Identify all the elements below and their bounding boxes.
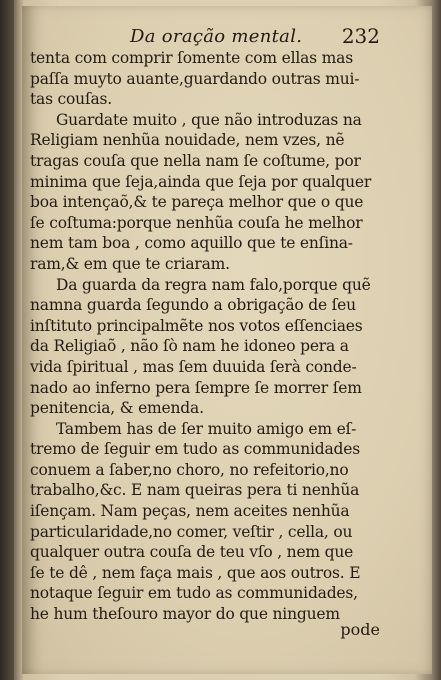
text-line: conuem a ſaber,no choro, no refeitorio,no xyxy=(30,460,349,479)
text-line: minima que ſeja,ainda que ſeja por qualquer xyxy=(30,172,372,191)
text-line: ram,& em que te criaram. xyxy=(30,254,230,273)
text-line: trabalho,&c. E nam queiras pera ti nenhũa xyxy=(30,481,360,500)
running-title: Da oração mental. xyxy=(130,26,303,47)
text-line: qualquer outra couſa de teu vſo , nem que xyxy=(30,543,354,562)
text-line: notaque ſeguir em tudo as communidades, xyxy=(30,584,358,603)
text-line: boa intençaõ,& te pareça melhor que o que xyxy=(30,193,364,212)
text-line: he hum theſouro mayor do que ninguem xyxy=(30,605,340,624)
text-line: nado ao inferno pera ſempre ſe morrer ſem xyxy=(30,378,362,397)
text-line: paſſa muyto auante,guardando outras mui- xyxy=(30,69,360,88)
paragraph-start-line: Da guarda da regra nam falo,porque quẽ xyxy=(56,275,371,294)
text-line: vida ſpiritual , mas ſem duuida ſerà conde- xyxy=(30,357,357,376)
body-text xyxy=(30,48,380,625)
paragraph-start-line: Tambem has de ſer muito amigo em eſ- xyxy=(56,419,357,438)
paragraph-start-line: Guardate muito , que não introduzas na xyxy=(56,110,362,129)
text-line: Religiam nenhũa nouidade, nem vzes, nẽ xyxy=(30,131,345,150)
text-line: tragas couſa que nella nam ſe coſtume, por xyxy=(30,151,361,170)
catchword: pode xyxy=(340,620,380,639)
text-line: penitencia, & emenda. xyxy=(30,399,204,418)
text-line: iſençam. Nam peças, nem aceites nenhũa xyxy=(30,502,350,521)
text-line: ſe coſtuma:porque nenhũa couſa he melhor xyxy=(30,213,363,232)
catchword-row xyxy=(30,620,380,642)
text-line: nem tam boa , como aquillo que te enſina- xyxy=(30,234,353,253)
text-line: particularidade,no comer, veſtir , cella, ou xyxy=(30,522,353,541)
text-line: tenta com comprir ſomente com ellas mas xyxy=(30,49,353,67)
text-line: tremo de ſeguir em tudo as communidades xyxy=(30,440,360,459)
text-line: namna guarda ſegundo a obrigação de ſeu xyxy=(30,296,356,315)
text-line: da Religiaõ , não ſò nam he idoneo pera a xyxy=(30,337,349,356)
text-line: inſtituto principalmẽte nos votos eſſenciaes xyxy=(30,316,363,335)
page-number: 232 xyxy=(341,24,380,48)
text-line: ſe te dê , nem faça mais , que aos outros. E xyxy=(30,563,361,582)
book-gutter xyxy=(0,0,14,680)
text-line: tas couſas. xyxy=(30,90,113,109)
